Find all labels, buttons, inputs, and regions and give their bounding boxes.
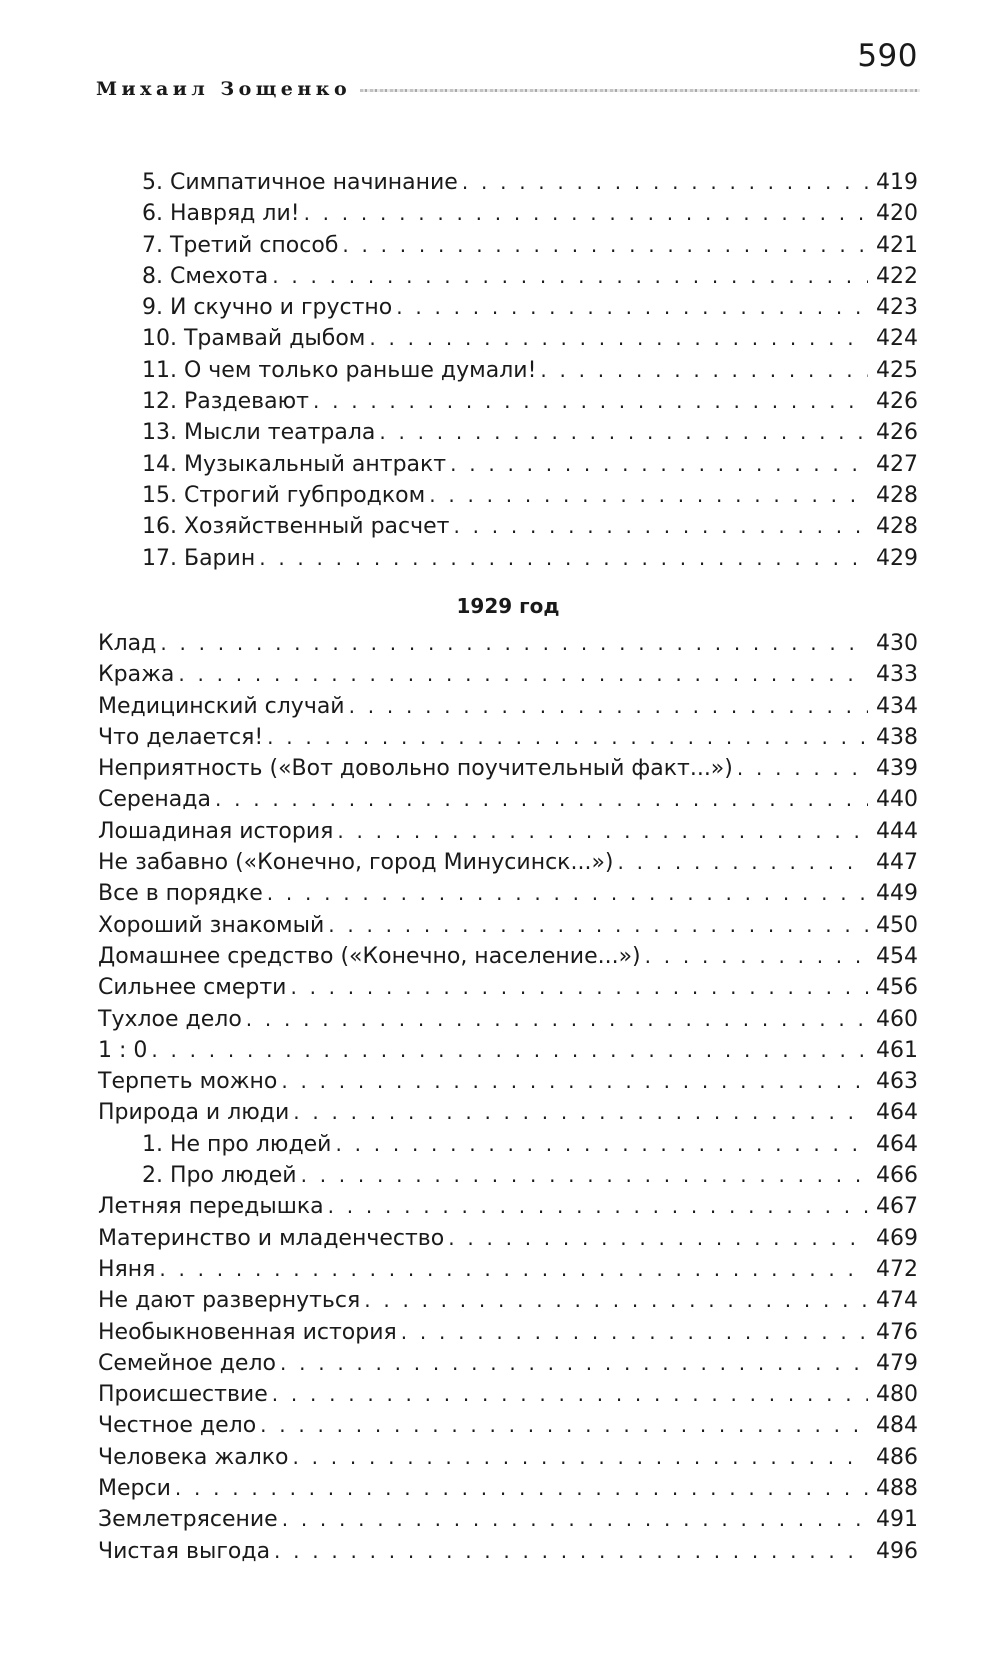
toc-entry xyxy=(98,1129,918,1160)
toc-dot-leader xyxy=(379,417,868,448)
toc-entry xyxy=(98,1254,918,1285)
toc-entry-title: 17. Барин xyxy=(142,545,256,571)
toc-entry xyxy=(98,1442,918,1473)
toc-entry-title: Чистая выгода xyxy=(98,1538,271,1564)
toc-entry-page: 422 xyxy=(876,263,918,289)
toc-entry xyxy=(98,1285,918,1316)
toc-entry-page: 438 xyxy=(876,724,918,750)
toc-entry-page: 439 xyxy=(876,756,918,782)
toc-entry-page: 429 xyxy=(876,545,918,571)
toc-entry xyxy=(98,355,918,386)
toc-entry-page: 428 xyxy=(876,514,918,540)
toc-entry xyxy=(98,1348,918,1379)
toc-dot-leader xyxy=(453,511,868,542)
toc-dot-leader xyxy=(349,691,868,722)
toc-entry xyxy=(98,847,918,878)
toc-dot-leader xyxy=(260,1410,868,1441)
toc-entry-page: 491 xyxy=(876,1507,918,1533)
toc-list-continued xyxy=(98,167,918,574)
toc-entry-title: 9. И скучно и грустно xyxy=(142,295,393,321)
toc-entry xyxy=(98,1504,918,1535)
toc-entry-page: 464 xyxy=(876,1131,918,1157)
toc-dot-leader xyxy=(342,230,868,261)
toc-entry-page: 480 xyxy=(876,1382,918,1408)
toc-entry-page: 472 xyxy=(876,1256,918,1282)
section-heading: 1929 год xyxy=(456,594,560,618)
toc-entry-title: 11. О чем только раньше думали! xyxy=(142,357,537,383)
toc-entry-title: Честное дело xyxy=(98,1413,257,1439)
toc-entry xyxy=(98,784,918,815)
toc-entry-title: Человека жалко xyxy=(98,1444,289,1470)
toc-entry xyxy=(98,1097,918,1128)
toc-dot-leader xyxy=(160,628,868,659)
toc-dot-leader xyxy=(429,480,868,511)
toc-entry xyxy=(98,386,918,417)
toc-dot-leader xyxy=(645,941,868,972)
toc-dot-leader xyxy=(175,1473,868,1504)
toc-entry-title: Серенада xyxy=(98,787,211,813)
toc-entry-title: Что делается! xyxy=(98,724,264,750)
toc-entry xyxy=(98,1035,918,1066)
toc-dot-leader xyxy=(401,1317,868,1348)
toc-dot-leader xyxy=(540,355,868,386)
toc-entry-page: 449 xyxy=(876,881,918,907)
toc-entry-page: 440 xyxy=(876,787,918,813)
toc-dot-leader xyxy=(328,910,868,941)
toc-entry xyxy=(98,753,918,784)
toc-dot-leader xyxy=(313,386,868,417)
toc-entry-title: Не забавно («Конечно, город Минусинск...») xyxy=(98,850,614,876)
toc-entry xyxy=(98,878,918,909)
toc-entry-title: Неприятность («Вот довольно поучительный факт...») xyxy=(98,756,733,782)
toc-dot-leader xyxy=(267,722,868,753)
toc-entry-page: 427 xyxy=(876,451,918,477)
toc-entry-title: Домашнее средство («Конечно, население...») xyxy=(98,943,641,969)
toc-entry-title: 1 : 0 xyxy=(98,1037,148,1063)
toc-entry-title: Терпеть можно xyxy=(98,1069,278,1095)
toc-dot-leader xyxy=(280,1348,868,1379)
toc-dot-leader xyxy=(282,1504,868,1535)
toc-entry-page: 419 xyxy=(876,170,918,195)
running-head-author: Михаил Зощенко xyxy=(96,78,352,100)
toc-entry xyxy=(98,1410,918,1441)
toc-entry-page: 425 xyxy=(876,357,918,383)
toc-entry-title: Необыкновенная история xyxy=(98,1319,397,1345)
toc-entry-title: Все в порядке xyxy=(98,881,263,907)
toc-entry xyxy=(98,1379,918,1410)
toc-entry-page: 423 xyxy=(876,295,918,321)
toc-entry xyxy=(98,659,918,690)
toc-entry-page: 450 xyxy=(876,912,918,938)
toc-dot-leader xyxy=(159,1254,868,1285)
toc-dot-leader xyxy=(337,816,868,847)
toc-entry-page: 460 xyxy=(876,1006,918,1032)
toc-entry-page: 496 xyxy=(876,1538,918,1564)
toc-entry xyxy=(98,230,918,261)
toc-entry xyxy=(98,323,918,354)
toc-entry-title: 13. Мысли театрала xyxy=(142,420,376,446)
toc-entry-page: 447 xyxy=(876,850,918,876)
toc-entry-title: 6. Навряд ли! xyxy=(142,201,300,227)
toc-entry-page: 479 xyxy=(876,1350,918,1376)
toc-entry xyxy=(98,449,918,480)
toc-entry xyxy=(98,628,918,659)
toc-entry-page: 454 xyxy=(876,943,918,969)
toc-entry-title: Кража xyxy=(98,662,175,688)
toc-entry-page: 444 xyxy=(876,818,918,844)
toc-dot-leader xyxy=(396,292,868,323)
toc-dot-leader xyxy=(301,1160,868,1191)
toc-dot-leader xyxy=(178,659,868,690)
toc-entry xyxy=(98,292,918,323)
toc-entry-title: Няня xyxy=(98,1256,156,1282)
toc-entry-title: Материнство и младенчество xyxy=(98,1225,445,1251)
toc-dot-leader xyxy=(151,1035,868,1066)
toc-entry xyxy=(98,1160,918,1191)
page-number: 590 xyxy=(857,38,918,74)
toc-entry xyxy=(98,722,918,753)
toc-dot-leader xyxy=(272,261,868,292)
toc-entry xyxy=(98,480,918,511)
toc-dot-leader xyxy=(462,167,868,198)
toc-entry xyxy=(98,1473,918,1504)
toc-entry-page: 474 xyxy=(876,1288,918,1314)
toc-entry-title: Природа и люди xyxy=(98,1100,290,1126)
toc-entry-title: Сильнее смерти xyxy=(98,975,287,1001)
toc-dot-leader xyxy=(272,1379,868,1410)
toc-entry-page: 426 xyxy=(876,420,918,446)
toc-entry-page: 466 xyxy=(876,1163,918,1189)
toc-dot-leader xyxy=(259,543,868,574)
toc-entry-title: Медицинский случай xyxy=(98,693,345,719)
toc-entry-page: 476 xyxy=(876,1319,918,1345)
toc-entry-page: 484 xyxy=(876,1413,918,1439)
toc-entry-page: 424 xyxy=(876,326,918,352)
toc-entry xyxy=(98,261,918,292)
toc-entry-title: Происшествие xyxy=(98,1382,268,1408)
toc-entry-title: Тухлое дело xyxy=(98,1006,242,1032)
toc-dot-leader xyxy=(618,847,869,878)
toc-entry xyxy=(98,417,918,448)
toc-entry xyxy=(98,1066,918,1097)
toc-entry-page: 488 xyxy=(876,1476,918,1502)
toc-entry xyxy=(98,1317,918,1348)
toc-entry xyxy=(98,167,918,198)
toc-dot-leader xyxy=(737,753,868,784)
toc-entry xyxy=(98,198,918,229)
toc-entry-title: Летняя передышка xyxy=(98,1194,324,1220)
toc-entry xyxy=(98,543,918,574)
toc-entry-title: Семейное дело xyxy=(98,1350,276,1376)
toc-entry-title: 10. Трамвай дыбом xyxy=(142,326,366,352)
toc-dot-leader xyxy=(450,449,868,480)
toc-entry-page: 463 xyxy=(876,1069,918,1095)
toc-entry-title: 12. Раздевают xyxy=(142,389,309,415)
toc-entry-title: Лошадиная история xyxy=(98,818,334,844)
toc-entry xyxy=(98,1536,918,1567)
toc-entry-title: 16. Хозяйственный расчет xyxy=(142,514,450,540)
toc-dot-leader xyxy=(304,198,868,229)
toc-dot-leader xyxy=(246,1004,868,1035)
toc-entry-page: 434 xyxy=(876,693,918,719)
toc-list-1929 xyxy=(98,628,918,1567)
toc-entry-title: Мерси xyxy=(98,1476,171,1502)
toc-entry-page: 430 xyxy=(876,631,918,656)
toc-entry-page: 420 xyxy=(876,201,918,227)
toc-entry xyxy=(98,1004,918,1035)
toc-entry-title: 15. Строгий губпродком xyxy=(142,482,426,508)
toc-entry-title: 1. Не про людей xyxy=(142,1131,332,1157)
toc-entry-page: 433 xyxy=(876,662,918,688)
toc-dot-leader xyxy=(293,1442,868,1473)
toc-entry-title: 7. Третий способ xyxy=(142,232,339,258)
toc-entry xyxy=(98,972,918,1003)
toc-entry-page: 464 xyxy=(876,1100,918,1126)
toc-dot-leader xyxy=(215,784,868,815)
toc-entry-page: 467 xyxy=(876,1194,918,1220)
toc-entry xyxy=(98,511,918,542)
toc-dot-leader xyxy=(267,878,868,909)
toc-entry xyxy=(98,1223,918,1254)
toc-entry xyxy=(98,816,918,847)
toc-entry-page: 461 xyxy=(876,1037,918,1063)
toc-entry-page: 428 xyxy=(876,482,918,508)
toc-dot-leader xyxy=(335,1129,868,1160)
toc-entry-title: 5. Симпатичное начинание xyxy=(142,170,458,195)
toc-entry-page: 486 xyxy=(876,1444,918,1470)
toc-dot-leader xyxy=(364,1285,868,1316)
toc-dot-leader xyxy=(274,1536,868,1567)
toc-entry xyxy=(98,1191,918,1222)
toc-entry xyxy=(98,910,918,941)
toc-dot-leader xyxy=(293,1097,868,1128)
toc-entry-title: Клад xyxy=(98,631,157,656)
toc-entry-title: Хороший знакомый xyxy=(98,912,325,938)
toc-dot-leader xyxy=(369,323,868,354)
toc-dot-leader xyxy=(448,1223,868,1254)
header-rule xyxy=(360,89,920,92)
toc-entry-title: 14. Музыкальный антракт xyxy=(142,451,447,477)
toc-entry xyxy=(98,941,918,972)
toc-entry-page: 421 xyxy=(876,232,918,258)
toc-entry-title: Землетрясение xyxy=(98,1507,278,1533)
toc-dot-leader xyxy=(290,972,868,1003)
toc-dot-leader xyxy=(281,1066,868,1097)
toc-entry-page: 469 xyxy=(876,1225,918,1251)
toc-entry-title: 2. Про людей xyxy=(142,1163,297,1189)
toc-entry xyxy=(98,691,918,722)
toc-entry-page: 456 xyxy=(876,975,918,1001)
toc-dot-leader xyxy=(328,1191,868,1222)
toc-entry-title: Не дают развернуться xyxy=(98,1288,361,1314)
toc-entry-page: 426 xyxy=(876,389,918,415)
toc-entry-title: 8. Смехота xyxy=(142,263,269,289)
